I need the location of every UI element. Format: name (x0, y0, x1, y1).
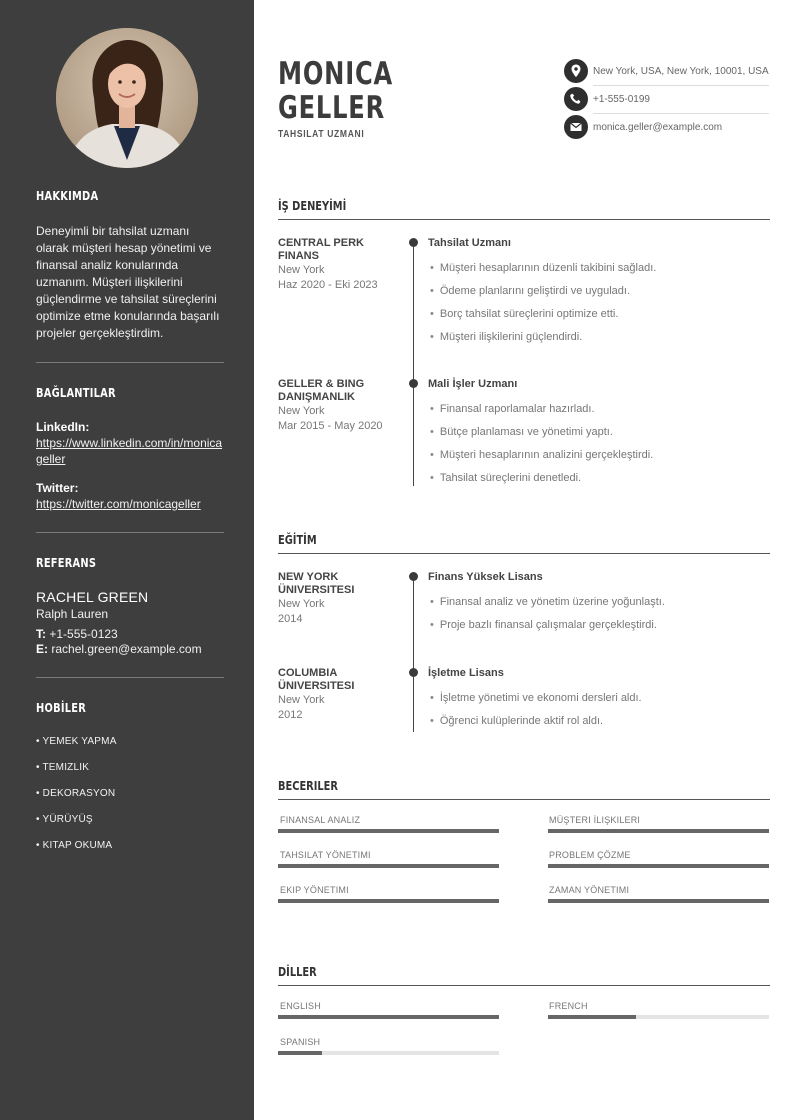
section-divider (278, 219, 770, 220)
education-bullet: • Finansal analiz ve yönetim üzerine yoğunlaştı. (430, 596, 665, 608)
experience-dates: Mar 2015 - May 2020 (278, 420, 383, 432)
skill-bar (278, 899, 499, 903)
org-line: COLUMBIA (278, 667, 338, 679)
education-location: New York (278, 694, 325, 706)
skill-bar-fill (278, 864, 499, 868)
hobby-item: • TEMIZLIK (36, 762, 90, 773)
experience-bullet: • Finansal raporlamalar hazırladı. (430, 403, 595, 415)
links-title: BAĞLANTILAR (36, 386, 116, 400)
job-title: TAHSILAT UZMANI (278, 129, 365, 140)
hobbies-title: HOBİLER (36, 701, 87, 715)
experience-bullet: • Tahsilat süreçlerini denetledi. (430, 472, 581, 484)
timeline-line (413, 242, 414, 345)
education-bullet: • Öğrenci kulüplerinde aktif rol aldı. (430, 715, 603, 727)
linkedin-link[interactable]: https://www.linkedin.com/in/monicageller (36, 436, 223, 466)
org-line: GELLER & BING (278, 378, 365, 390)
language-bar-fill (548, 1015, 636, 1019)
experience-bullet: • Müşteri ilişkilerini güçlendirdi. (430, 331, 582, 343)
skill-bar-fill (278, 899, 499, 903)
experience-dates: Haz 2020 - Eki 2023 (278, 279, 378, 291)
timeline-line (413, 345, 414, 486)
skill-bar-fill (548, 864, 769, 868)
org-line: CENTRAL PERK (278, 237, 364, 249)
experience-bullet: • Bütçe planlaması ve yönetimi yaptı. (430, 426, 613, 438)
phone-icon (564, 87, 588, 111)
language-bar (548, 1015, 769, 1019)
twitter-link[interactable]: https://twitter.com/monicageller (36, 497, 201, 511)
experience-role: Mali İşler Uzmanı (428, 378, 518, 390)
timeline-dot (409, 379, 418, 388)
education-dates: 2012 (278, 709, 303, 721)
org-line: ÜNIVERSITESI (278, 584, 355, 596)
experience-title: İŞ DENEYİMİ (278, 199, 347, 213)
skill-name: MÜŞTERI İLIŞKILERI (549, 815, 641, 825)
education-degree: Finans Yüksek Lisans (428, 571, 543, 583)
education-dates: 2014 (278, 613, 303, 625)
timeline-dot (409, 238, 418, 247)
timeline-dot (409, 668, 418, 677)
reference-phone-value: +1-555-0123 (49, 627, 118, 641)
contact-address: New York, USA, New York, 10001, USA (593, 66, 769, 77)
section-divider (278, 799, 770, 800)
org-line: DANIŞMANLIK (278, 391, 355, 403)
reference-name: RACHEL GREEN (36, 589, 149, 605)
last-name: GELLER (278, 90, 386, 126)
skill-bar (548, 899, 769, 903)
skill-name: PROBLEM ÇÖZME (549, 850, 631, 860)
reference-email-label: E: (36, 642, 48, 656)
org-line: FINANS (278, 250, 319, 262)
twitter-label: Twitter: (36, 481, 79, 495)
language-bar (278, 1051, 499, 1055)
education-location: New York (278, 598, 325, 610)
skill-name: FINANSAL ANALIZ (280, 815, 361, 825)
hobby-item: • YEMEK YAPMA (36, 736, 117, 747)
hobby-item: • YÜRÜYÜŞ (36, 814, 93, 825)
skills-title: BECERILER (278, 779, 338, 793)
email-icon (564, 115, 588, 139)
section-divider (278, 553, 770, 554)
education-bullet: • İşletme yönetimi ve ekonomi dersleri aldı. (430, 692, 642, 704)
experience-location: New York (278, 264, 325, 276)
contact-divider (593, 85, 769, 86)
contact-divider (593, 113, 769, 114)
timeline-dot (409, 572, 418, 581)
location-icon (564, 59, 588, 83)
skill-name: TAHSILAT YÖNETIMI (280, 850, 371, 860)
hobby-item: • KITAP OKUMA (36, 840, 113, 851)
org-line: NEW YORK (278, 571, 339, 583)
first-name: MONICA (278, 56, 394, 92)
about-text: Deneyimli bir tahsilat uzmanı olarak müşteri hesap yönetimi ve finansal analiz konularında uzmanım. Müşteri ilişkilerini güçlendirme ve tahsilat süreçlerini optimize etme konularında başarılı projeler gerçekleştirdim. (36, 224, 220, 340)
education-org (278, 667, 398, 693)
experience-org (278, 378, 398, 404)
skill-bar-fill (278, 829, 499, 833)
reference-email-value: rachel.green@example.com (51, 642, 202, 656)
skill-bar (548, 864, 769, 868)
experience-role: Tahsilat Uzmanı (428, 237, 511, 249)
skill-name: EKIP YÖNETIMI (280, 885, 349, 895)
experience-org (278, 237, 398, 263)
profile-photo-image (56, 28, 198, 168)
reference-email (36, 642, 202, 656)
contact-email[interactable]: monica.geller@example.com (593, 122, 723, 133)
education-title: EĞİTİM (278, 533, 317, 547)
experience-bullet: • Ödeme planlarını geliştirdi ve uyguladı. (430, 285, 630, 297)
skill-bar-fill (548, 829, 769, 833)
sidebar (0, 0, 254, 1120)
language-bar-fill (278, 1051, 322, 1055)
language-name: ENGLISH (280, 1001, 321, 1011)
reference-phone-label: T: (36, 627, 46, 641)
skill-bar (548, 829, 769, 833)
skill-name: ZAMAN YÖNETIMI (549, 885, 630, 895)
timeline-line (413, 576, 414, 732)
section-divider (278, 985, 770, 986)
reference-company: Ralph Lauren (36, 607, 109, 621)
sidebar-divider (36, 532, 224, 533)
org-line: ÜNIVERSITESI (278, 680, 355, 692)
skill-bar (278, 829, 499, 833)
hobby-item: • DEKORASYON (36, 788, 116, 799)
skill-bar (278, 864, 499, 868)
language-name: SPANISH (280, 1037, 321, 1047)
experience-location: New York (278, 405, 325, 417)
contact-phone: +1-555-0199 (593, 94, 650, 105)
about-title: HAKKIMDA (36, 189, 99, 203)
experience-bullet: • Borç tahsilat süreçlerini optimize etti. (430, 308, 618, 320)
sidebar-divider (36, 677, 224, 678)
profile-photo (56, 28, 198, 168)
reference-phone (36, 627, 118, 641)
experience-bullet: • Müşteri hesaplarının düzenli takibini sağladı. (430, 262, 656, 274)
language-bar (278, 1015, 499, 1019)
skill-bar-fill (548, 899, 769, 903)
education-org (278, 571, 398, 597)
linkedin-label: LinkedIn: (36, 420, 90, 434)
reference-title: REFERANS (36, 556, 97, 570)
experience-bullet: • Müşteri hesaplarının analizini gerçekleştirdi. (430, 449, 653, 461)
education-degree: İşletme Lisans (428, 667, 504, 679)
sidebar-divider (36, 362, 224, 363)
education-bullet: • Proje bazlı finansal çalışmalar gerçekleştirdi. (430, 619, 657, 631)
language-name: FRENCH (549, 1001, 588, 1011)
language-bar-fill (278, 1015, 499, 1019)
languages-title: DİLLER (278, 965, 317, 979)
